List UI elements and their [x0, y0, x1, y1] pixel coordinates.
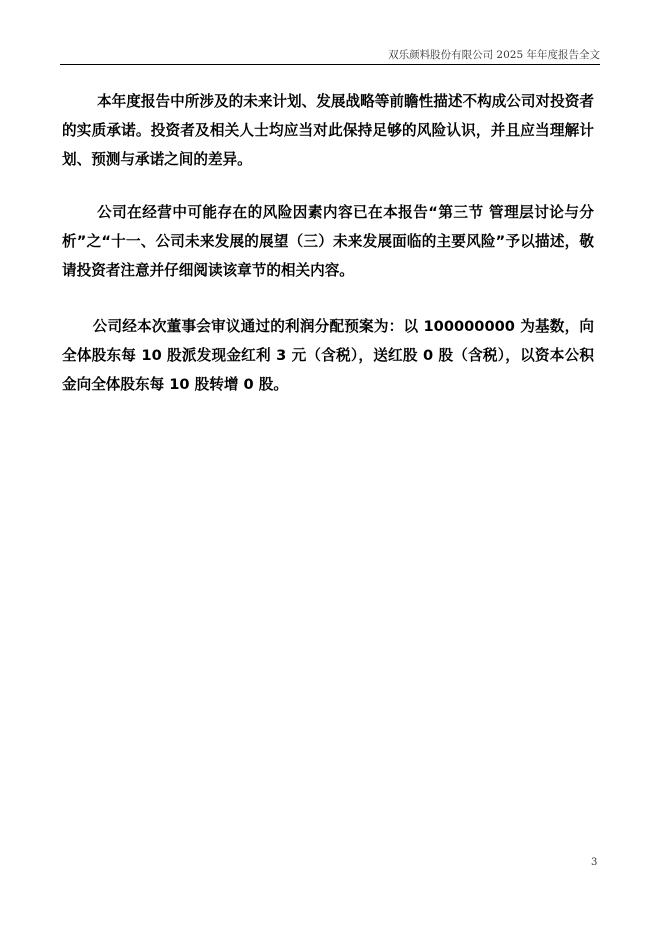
page-number: 3 — [591, 857, 598, 868]
page-header — [60, 44, 600, 65]
profit-distribution-paragraph: 公司经本次董事会审议通过的利润分配预案为：以 100000000 为基数，向全体股东每 10 股派发现金红利 3 元（含税），送红股 0 股（含税），以资本公积金向全体股东每 10 股转增 0 股。 — [62, 318, 594, 393]
forward-looking-disclaimer-paragraph: 本年度报告中所涉及的未来计划、发展战略等前瞻性描述不构成公司对投资者的实质承诺。投资者及相关人士均应当对此保持足够的风险认识，并且应当理解计划、预测与承诺之间的差异。 — [62, 93, 594, 168]
header-title: 双乐颜料股份有限公司 2025 年年度报告全文 — [388, 49, 600, 61]
risk-factors-paragraph: 公司在经营中可能存在的风险因素内容已在本报告“第三节 管理层讨论与分析”之“十一、公司未来发展的展望（三）未来发展面临的主要风险”予以描述，敬请投资者注意并仔细阅读该章节的相关内容。 — [62, 204, 594, 279]
